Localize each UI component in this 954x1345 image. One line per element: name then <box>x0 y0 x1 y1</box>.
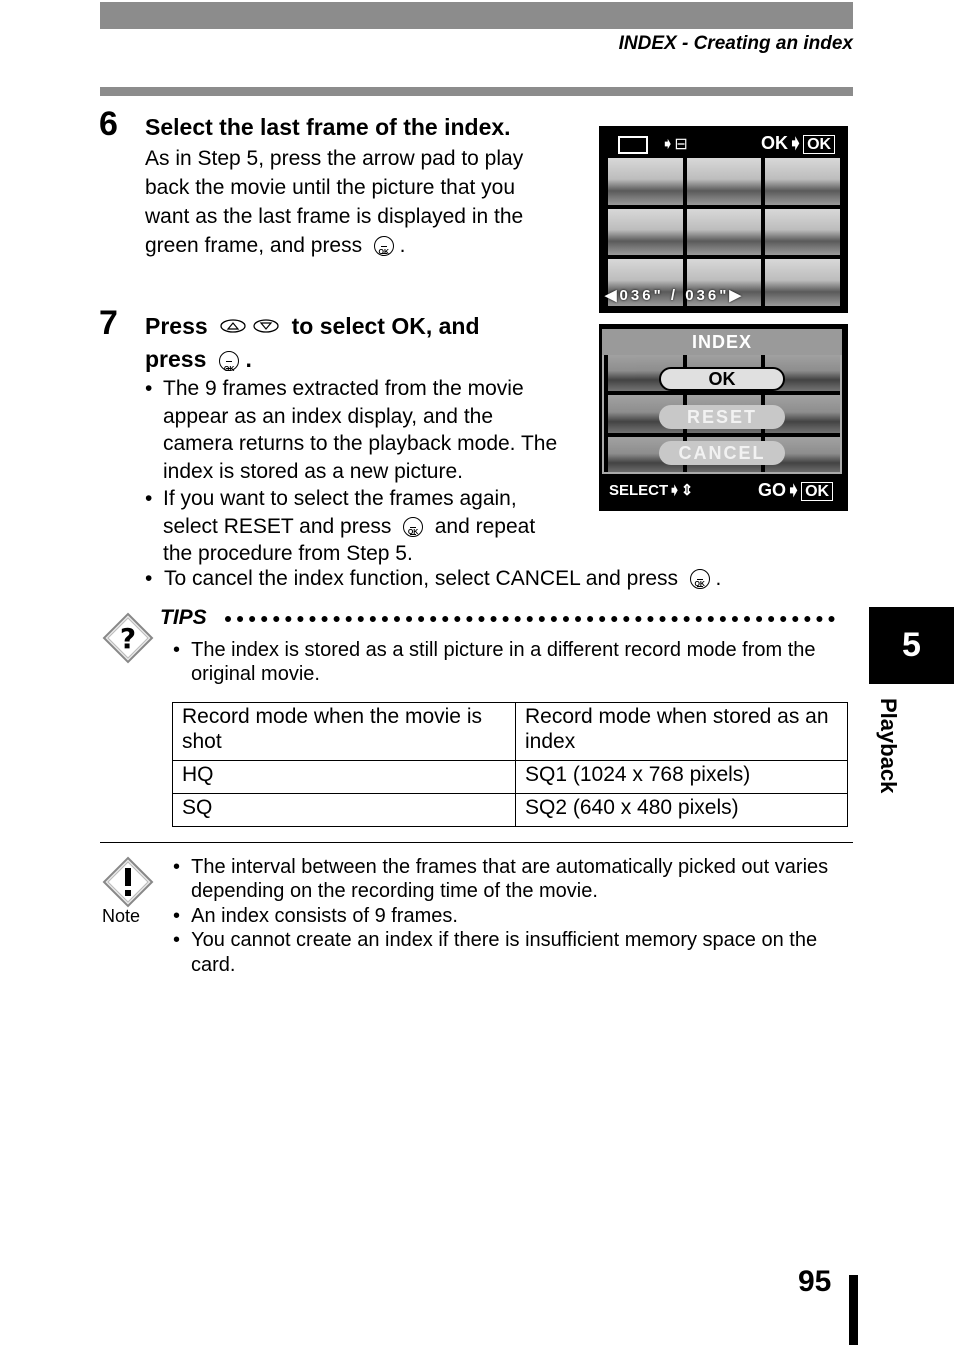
step-6-body: As in Step 5, press the arrow pad to play back the movie until the picture that you want as the last frame is displayed in the green frame, and press OK . <box>145 144 523 260</box>
menu-item-cancel[interactable]: CANCEL <box>659 441 785 465</box>
menu-item-ok[interactable]: OK <box>659 367 785 391</box>
svg-text:?: ? <box>119 622 137 655</box>
table-cell: HQ <box>173 761 516 794</box>
note-exclamation-icon <box>102 856 154 908</box>
step-7-bullets <box>145 375 585 568</box>
step-6-title: Select the last frame of the index. <box>145 114 511 140</box>
list-item: • The interval between the frames that are automatically picked out varies <box>173 856 829 878</box>
section-label-wrapper <box>873 698 903 808</box>
camera-screen-index-frames <box>599 126 848 313</box>
thumbnail <box>765 259 840 306</box>
table-header-row <box>173 703 848 761</box>
ok-button-icon <box>690 569 710 589</box>
index-mode-icon <box>618 136 648 154</box>
step-6-number: 6 <box>99 105 118 143</box>
thumbnail <box>687 158 762 205</box>
header-bar <box>100 2 853 29</box>
menu-title: INDEX <box>602 329 842 355</box>
arrow-frame-icon: ➧⊟ <box>661 136 688 153</box>
list-item: • You cannot create an index if there is insufficient memory space on the <box>173 929 818 952</box>
record-mode-table <box>172 702 848 827</box>
thumbnail-grid <box>608 158 840 306</box>
up-arrow-button-icon <box>220 319 246 333</box>
camera-screen-index-menu <box>599 324 848 511</box>
tips-label: TIPS <box>160 606 207 629</box>
section-divider <box>100 842 853 843</box>
down-arrow-button-icon <box>253 319 279 333</box>
step-7-number: 7 <box>99 304 118 342</box>
table-cell: SQ1 (1024 x 768 pixels) <box>516 761 848 794</box>
thumbnail <box>687 209 762 256</box>
list-item: • An index consists of 9 frames. <box>173 904 458 927</box>
ok-button-icon <box>403 517 423 537</box>
tips-question-icon <box>102 612 154 664</box>
note-list: • The interval between the frames that are automatically picked out varies depending on the recording time of the movie. • An index consists of 9 frames. • You cannot create an index if there is insufficient memory space on the card. <box>173 856 829 976</box>
menu-item-reset[interactable]: RESET <box>659 405 785 429</box>
list-item: • The 9 frames extracted from the movie appear as an index display, and the camera returns to the playback mode. The index is stored as a new picture. <box>145 377 558 483</box>
table-header-cell: Record mode when the movie is shot <box>173 703 516 761</box>
tips-dotted-rule <box>225 616 835 622</box>
ok-go-label: OK➧ OK <box>761 133 835 154</box>
table-row <box>173 761 848 794</box>
list-item: • If you want to select the frames again, select RESET and press OK and repeat the procedure from Step 5. <box>145 485 585 568</box>
thumbnail <box>765 209 840 256</box>
table-cell: SQ <box>173 794 516 827</box>
select-hint: SELECT➧⇕ <box>609 482 694 499</box>
table-cell: SQ2 (640 x 480 pixels) <box>516 794 848 827</box>
time-counter: ◀036" / 036"▶ <box>605 287 744 304</box>
section-rule <box>100 87 853 96</box>
list-item: • To cancel the index function, select CANCEL and press OK . <box>145 565 721 593</box>
thumbnail <box>765 158 840 205</box>
tips-bullet: • The index is stored as a still picture in a different record mode from the original movie. <box>173 639 816 685</box>
running-title: INDEX - Creating an index <box>618 33 853 54</box>
section-label: Playback <box>876 698 901 794</box>
ok-button-icon <box>374 236 394 256</box>
table-row <box>173 794 848 827</box>
thumbnail <box>608 209 683 256</box>
thumbnail <box>608 158 683 205</box>
note-label: Note <box>102 906 141 926</box>
page-number: 95 <box>798 1265 832 1298</box>
page-number-bar <box>849 1275 858 1345</box>
step-7-title: Press to select OK, and press OK . <box>145 310 480 376</box>
chapter-tab: 5 <box>869 607 954 684</box>
table-header-cell: Record mode when stored as an index <box>516 703 848 761</box>
go-hint: GO➧ OK <box>758 480 833 501</box>
ok-button-icon <box>219 351 239 371</box>
